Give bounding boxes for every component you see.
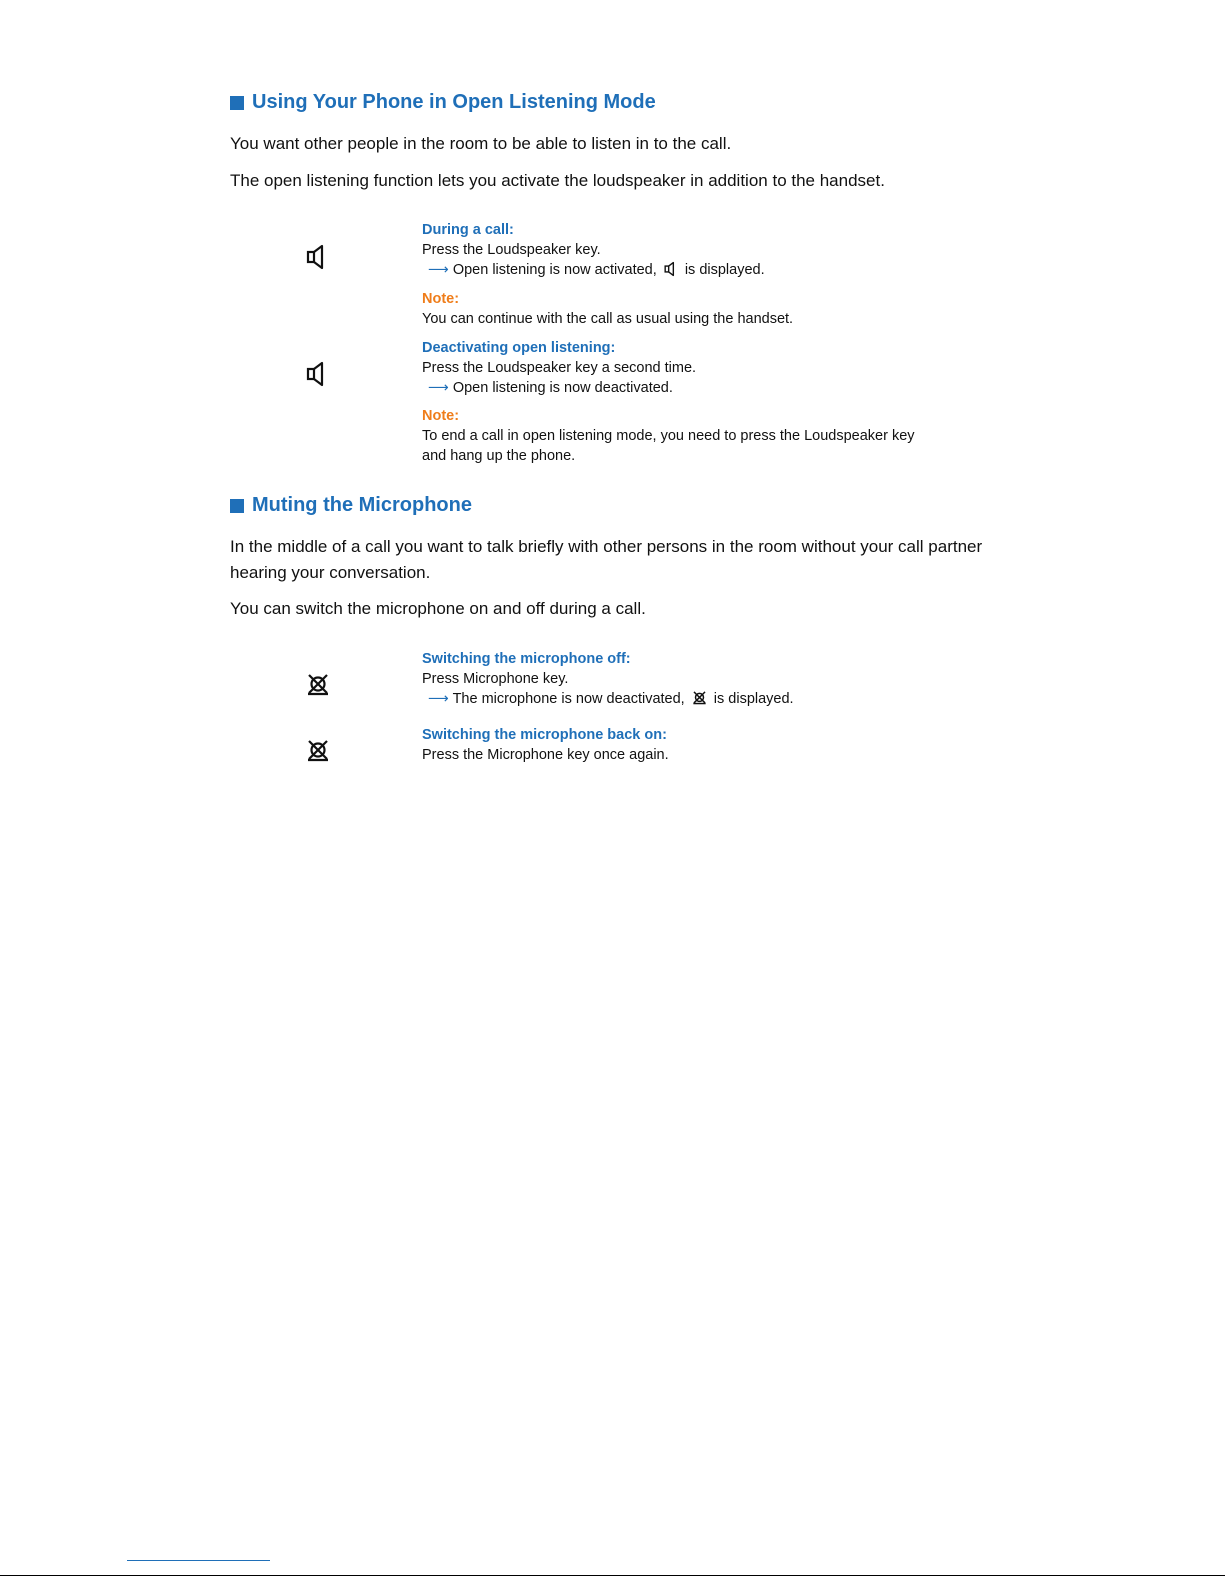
step-label: Deactivating open listening: [422, 340, 616, 356]
loudspeaker-icon [664, 261, 678, 277]
note-text: To end a call in open listening mode, you need to press the Loudspeaker key [422, 428, 915, 444]
note-text: You can continue with the call as usual using the handset. [422, 311, 794, 327]
note-label: Note: [422, 408, 460, 424]
result-text: Open listening is now activated, [452, 262, 657, 278]
heading-square-icon [230, 499, 244, 513]
step-result [422, 689, 982, 709]
result-text: The microphone is now deactivated, [452, 691, 685, 707]
section-heading-open-listening [230, 91, 656, 114]
loudspeaker-icon [306, 361, 330, 387]
intro-paragraph: You want other people in the room to be able to listen in to the call. [230, 134, 732, 153]
note-label: Note: [422, 291, 460, 307]
microphone-mute-icon [306, 672, 330, 698]
page-footer-rule [0, 1575, 1225, 1576]
step-text: Press the Microphone key once again. [422, 747, 669, 763]
step-mic-on [422, 725, 982, 765]
step-text: Press the Loudspeaker key. [422, 242, 601, 258]
arrow-right-icon: ⟶ [428, 380, 449, 396]
microphone-mute-icon [692, 690, 707, 706]
intro-paragraph: In the middle of a call you want to talk briefly with other persons in the room without your call partner hearing your conversation. [230, 537, 983, 582]
arrow-right-icon: ⟶ [428, 691, 449, 707]
step-deactivate-open-listening [422, 338, 982, 398]
intro-paragraph: You can switch the microphone on and off during a call. [230, 599, 646, 618]
step-text: Press Microphone key. [422, 671, 569, 687]
section-heading-muting-microphone [230, 494, 472, 517]
step-label: During a call: [422, 222, 514, 238]
result-text: Open listening is now deactivated. [452, 380, 673, 396]
loudspeaker-icon [306, 244, 330, 270]
result-text: is displayed. [713, 691, 794, 707]
arrow-right-icon: ⟶ [428, 262, 449, 278]
step-label: Switching the microphone off: [422, 651, 631, 667]
section-title: Muting the Microphone [252, 494, 472, 516]
heading-square-icon [230, 96, 244, 110]
microphone-mute-icon [306, 738, 330, 764]
footnote-divider [127, 1560, 270, 1561]
note-text: and hang up the phone. [422, 448, 576, 464]
step-label: Switching the microphone back on: [422, 727, 667, 743]
step-result [422, 378, 982, 398]
step-text: Press the Loudspeaker key a second time. [422, 360, 697, 376]
section-title: Using Your Phone in Open Listening Mode [252, 91, 656, 113]
step-mic-off [422, 649, 982, 709]
result-text: is displayed. [684, 262, 765, 278]
step-result [422, 260, 982, 280]
note-end-call [422, 406, 982, 466]
note-continue-call [422, 289, 982, 329]
intro-paragraph: The open listening function lets you activate the loudspeaker in addition to the handset. [230, 171, 885, 190]
step-during-call [422, 220, 982, 280]
